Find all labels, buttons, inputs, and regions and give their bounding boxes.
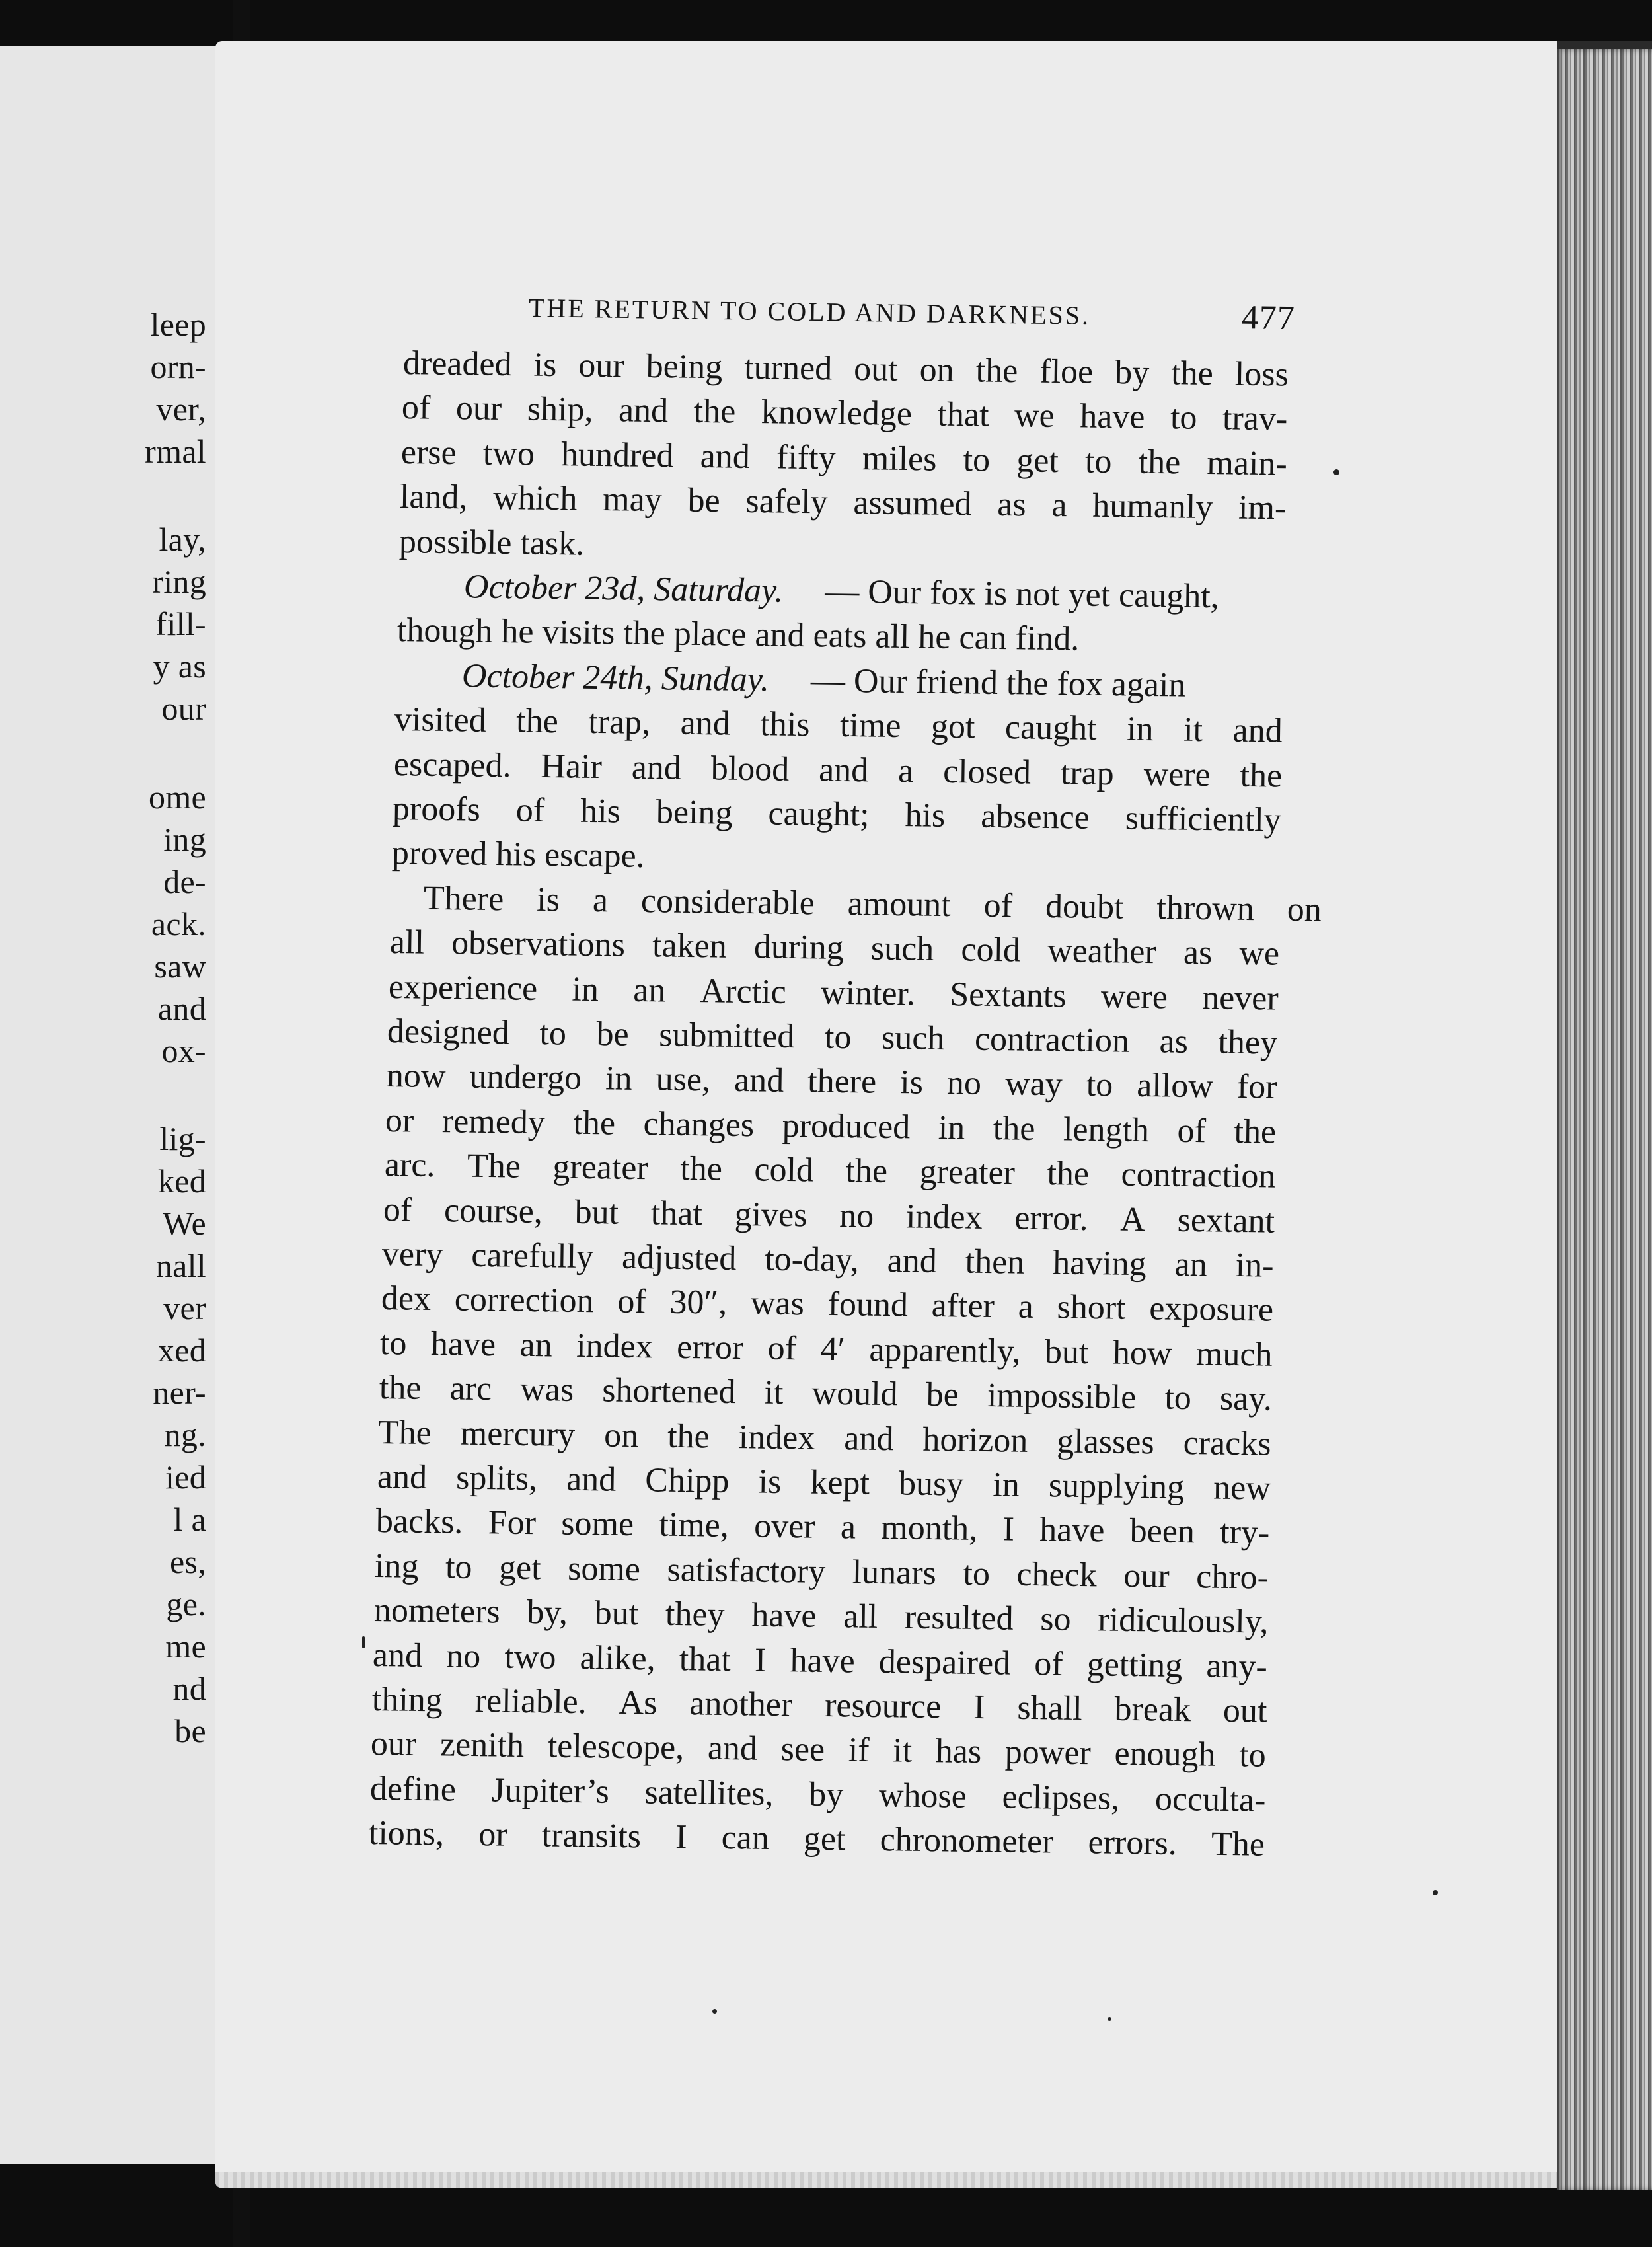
text-line: backs. For some time, over a month, I have been try- xyxy=(375,1502,1270,1552)
left-page-fragment: ver, xyxy=(156,391,206,428)
left-page-fragment: We xyxy=(163,1205,206,1242)
scan-speck xyxy=(1108,2017,1111,2021)
text-line: nometers by, but they have all resulted so ridiculously, xyxy=(373,1591,1269,1641)
left-page-fragment: de- xyxy=(163,863,206,900)
text-line: dex correction of 30″, was found after a short exposure xyxy=(381,1279,1274,1330)
text-line: arc. The greater the cold the greater the contraction xyxy=(384,1146,1276,1196)
text-line: or remedy the changes produced in the length of the xyxy=(385,1101,1277,1151)
text-line: ing to get some satisfactory lunars to check our chro- xyxy=(375,1546,1269,1597)
text-line: though he visits the place and eats all he can find. xyxy=(396,611,1080,658)
left-page-fragment: me xyxy=(165,1628,206,1665)
left-page-fragment: ver xyxy=(163,1289,206,1326)
left-page-fragment: ge. xyxy=(166,1585,206,1622)
text-line: and no two alike, that I have despaired of getting any- xyxy=(372,1636,1268,1686)
text-line: land, which may be safely assumed as a humanly im- xyxy=(399,478,1287,527)
text-line: experience in an Arctic winter. Sextants were never xyxy=(388,968,1279,1018)
text-line: the arc was shortened it would be impossible to say. xyxy=(379,1369,1273,1418)
text-line: tions, or transits I can get chronometer errors. The xyxy=(368,1814,1265,1864)
text-line: visited the trap, and this time got caught in it and xyxy=(394,701,1283,750)
left-page-fragment: saw xyxy=(154,948,206,985)
scan-speck xyxy=(1333,469,1339,475)
text-line: now undergo in use, and there is no way to allow for xyxy=(386,1057,1277,1107)
text-line: The mercury on the index and horizon glasses cracks xyxy=(377,1413,1272,1463)
left-page-fragment: lig- xyxy=(159,1120,206,1157)
text-line: our zenith telescope, and see if it has power enough to xyxy=(370,1725,1267,1775)
left-page-fragment: rmal xyxy=(145,433,206,470)
text-line: possible task. xyxy=(398,522,585,563)
entry-text: — Our friend the fox again xyxy=(802,661,1186,705)
entry-date: October 23d, Saturday. xyxy=(463,568,784,610)
left-page-fragment: nall xyxy=(155,1247,206,1284)
text-line: of our ship, and the knowledge that we have to trav- xyxy=(402,389,1289,438)
scan-speck xyxy=(362,1636,365,1648)
left-page-fragment: ng. xyxy=(164,1416,206,1453)
text-line: to have an index error of 4′ apparently, but how much xyxy=(379,1324,1273,1374)
left-page-fragment: ack. xyxy=(151,905,206,942)
entry-date: October 24th, Sunday. xyxy=(461,657,770,699)
scan-speck xyxy=(712,2009,717,2014)
text-line: There is a considerable amount of doubt thrown on xyxy=(423,879,1322,929)
left-page-fragment: ox- xyxy=(161,1032,206,1069)
left-page-fragment: ked xyxy=(157,1162,206,1200)
left-page-fragment: ing xyxy=(163,821,206,858)
text-line: proved his escape. xyxy=(391,834,645,876)
text-line: dreaded is our being turned out on the floe by the loss xyxy=(402,344,1289,394)
text-line: and splits, and Chipp is kept busy in supplying new xyxy=(377,1458,1271,1507)
entry-text: — Our fox is not yet caught, xyxy=(816,572,1220,616)
scan-speck xyxy=(1433,1890,1438,1895)
left-page-fragment: ring xyxy=(152,563,206,600)
left-page-fragment: leep xyxy=(150,306,206,343)
left-page-fragment: ied xyxy=(165,1459,206,1496)
text-line: thing reliable. As another resource I shall break out xyxy=(371,1681,1267,1730)
left-page-fragment: ome xyxy=(149,779,206,816)
left-page-fragment: es, xyxy=(169,1543,206,1580)
left-page-fragment: lay, xyxy=(159,521,206,558)
left-page-fragment: be xyxy=(174,1712,206,1749)
left-page-fragment: ner- xyxy=(153,1374,206,1411)
text-line: designed to be submitted to such contraction as they xyxy=(387,1012,1278,1062)
left-page-fragment: fill- xyxy=(155,605,206,642)
text-line: proofs of his being caught; his absence sufficiently xyxy=(392,790,1282,839)
text-line: all observations taken during such cold weather as we xyxy=(389,923,1279,973)
left-page-text-fragments xyxy=(0,46,233,2164)
text-line: escaped. Hair and blood and a closed trap were the xyxy=(393,745,1283,795)
current-page xyxy=(215,41,1557,2188)
left-page-fragment: and xyxy=(157,990,206,1027)
text-line: define Jupiter’s satellites, by whose eclipses, occulta- xyxy=(369,1769,1266,1819)
previous-page-fragment xyxy=(0,46,233,2164)
left-page-fragment: xed xyxy=(157,1332,206,1369)
stacked-page-edges xyxy=(1557,49,1652,2190)
left-page-fragment: orn- xyxy=(150,348,206,385)
text-line: very carefully adjusted to-day, and then having an in- xyxy=(382,1235,1275,1285)
left-page-fragment: y as xyxy=(153,648,206,685)
running-title: THE RETURN TO COLD AND DARKNESS. xyxy=(528,293,1091,330)
page-number: 477 xyxy=(1241,299,1296,338)
left-page-fragment: our xyxy=(161,690,206,727)
text-line: erse two hundred and fifty miles to get to the main- xyxy=(400,433,1287,483)
text-line: of course, but that gives no index error. A sextant xyxy=(383,1190,1275,1240)
left-page-fragment: l a xyxy=(173,1501,206,1538)
left-page-fragment: nd xyxy=(172,1670,206,1707)
